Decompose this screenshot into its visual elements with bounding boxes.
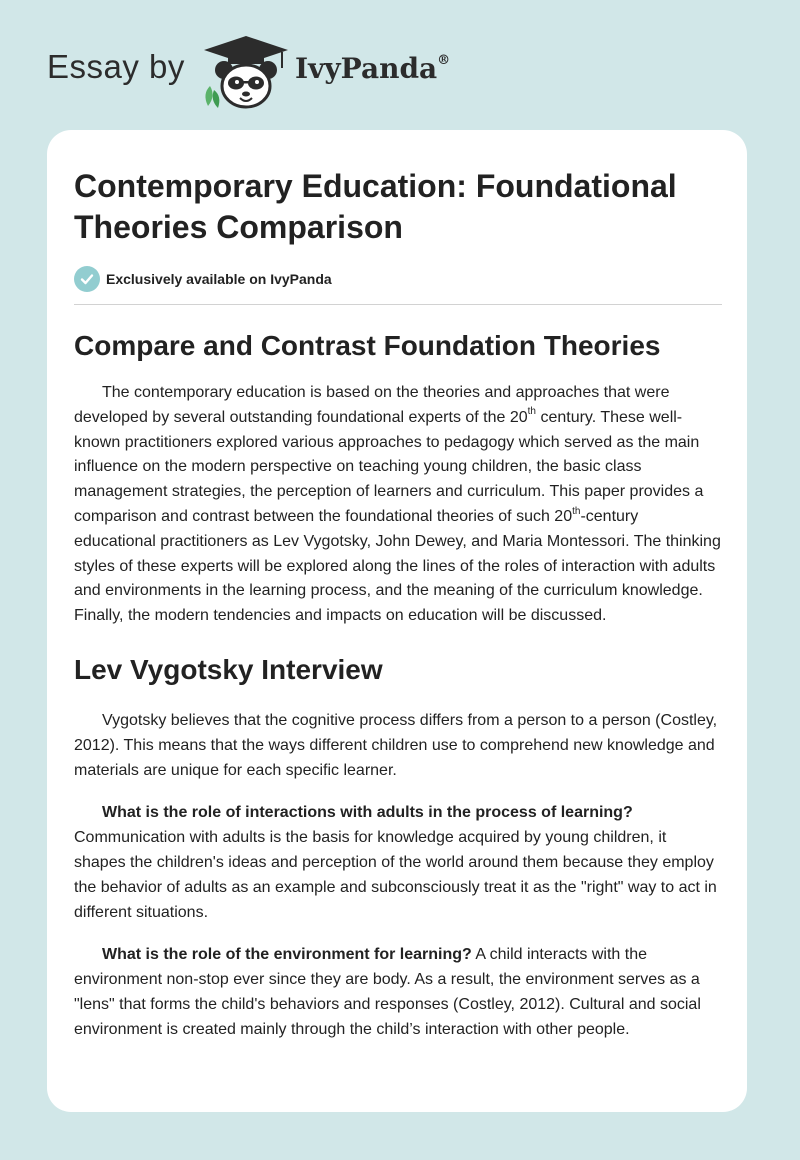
section-heading-foundation-theories: Compare and Contrast Foundation Theories bbox=[74, 330, 661, 361]
brand-name[interactable]: IvyPanda® bbox=[295, 52, 451, 85]
exclusive-badge bbox=[74, 266, 722, 292]
badge-text: Exclusively available on IvyPanda bbox=[106, 271, 332, 287]
adults-question-paragraph: What is the role of interactions with adults in the process of learning? Communication with adults is the basis for knowledge acquired by young children, it shapes the children's ideas and perception of the world around them because they employ the behavior of adults as an example and subconsciously treat it as the "right" way to act in different situations. bbox=[74, 804, 717, 921]
article-card bbox=[47, 130, 747, 1112]
intro-paragraph: The contemporary education is based on the theories and approaches that were developed by several outstanding foundational experts of the 20th century. These well-known practitioners explored various approaches to pedagogy which served as the main influence on the modern perspective on teaching young children, the basic class management strategies, the perception of learners and curriculum. This paper provides a comparison and contrast between the foundational theories of such 20th-century educational practitioners as Lev Vygotsky, John Dewey, and Maria Montessori. The thinking styles of these experts will be explored along the lines of the roles of interaction with adults and environments in the learning process, and the meaning of the curriculum knowledge. Finally, the modern tendencies and impacts on education will be discussed. bbox=[74, 384, 721, 625]
check-icon bbox=[74, 266, 100, 292]
page-title: Contemporary Education: Foundational Theories Comparison bbox=[74, 168, 677, 245]
section-heading-vygotsky: Lev Vygotsky Interview bbox=[74, 653, 383, 685]
environment-question-paragraph: What is the role of the environment for learning? A child interacts with the environment non-stop ever since they are body. As a result, the environment serves as a "lens" that forms the child's behaviors and responses (Costley, 2012). Cultural and social environment is created mainly through the child’s interaction with other people. bbox=[74, 946, 701, 1038]
panda-logo-icon[interactable] bbox=[200, 34, 292, 110]
site-header bbox=[0, 0, 800, 130]
vygotsky-paragraph: Vygotsky believes that the cognitive process differs from a person to a person (Costley, 2012). This means that the ways different children use to comprehend new knowledge and materials are unique for each specific learner. bbox=[74, 711, 718, 779]
divider bbox=[74, 304, 722, 305]
essay-by-label: Essay by bbox=[47, 48, 185, 85]
